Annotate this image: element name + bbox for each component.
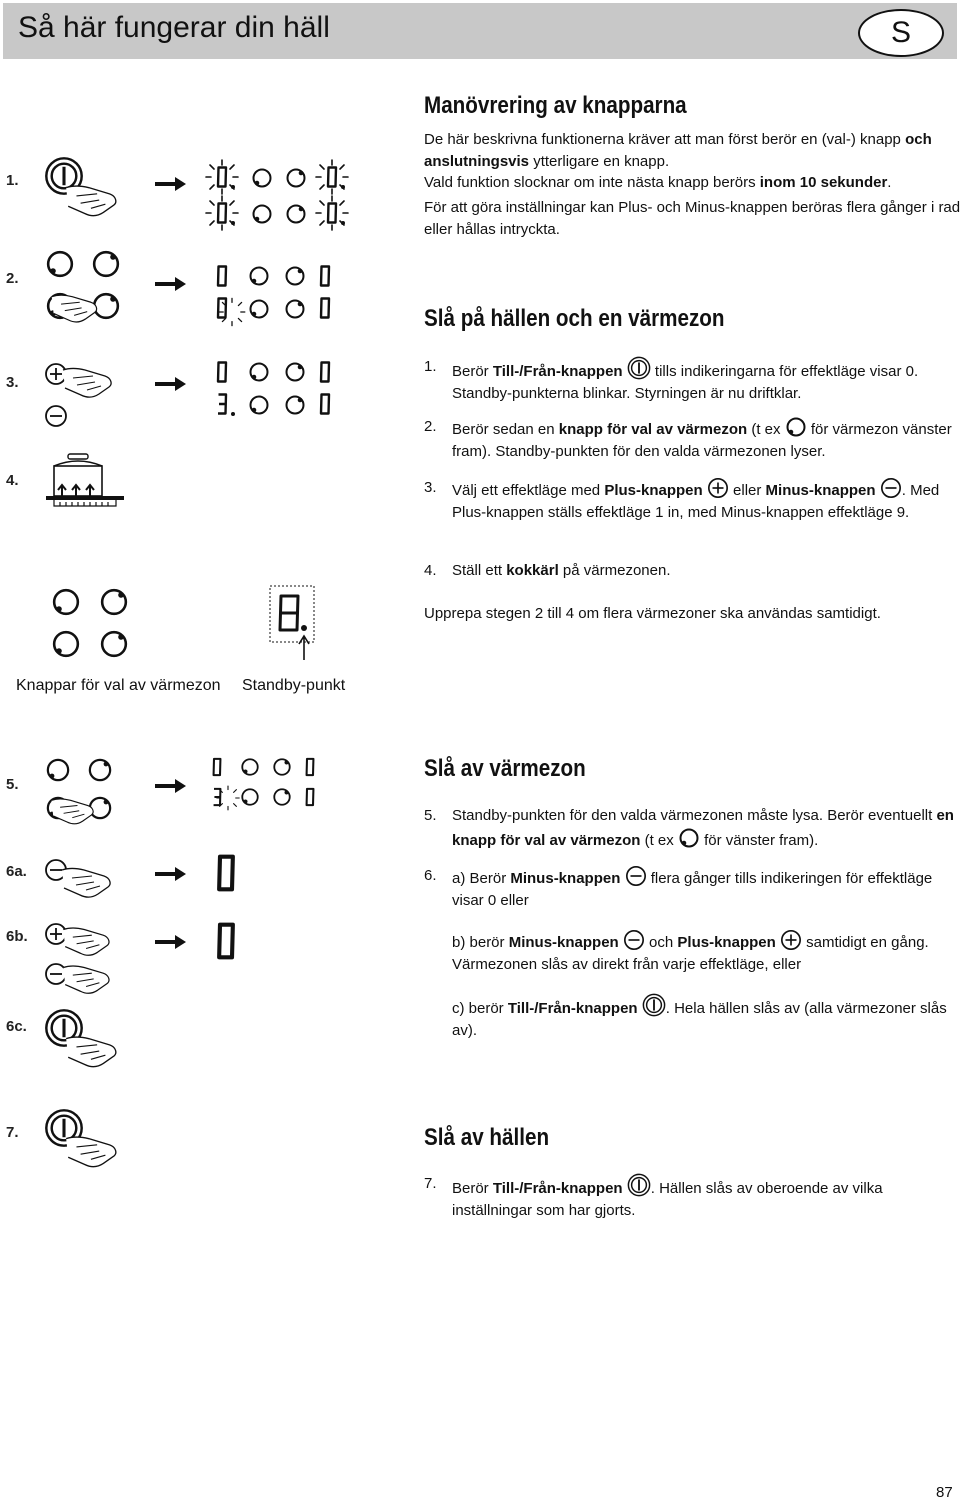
page-title: Så här fungerar din häll [18,11,330,44]
finger-icon [62,176,124,220]
zone-knob-icon [678,827,700,849]
minus-icon [44,404,68,428]
finger-icon [58,860,118,900]
step-6a-text: a) Berör Minus-knappen flera gånger tills indikeringen för effektläge visar 0 eller [452,865,956,911]
step-4-text: Ställ ett kokkärl på värmezonen. [452,562,671,579]
power-icon [627,1173,651,1197]
step-label-6c: 6c. [6,1018,27,1035]
power-icon [642,993,666,1017]
step-3-text: Välj ett effektläge med Plus-knappen eller Minus-knappen . Med Plus-knappen ställs effektläge 1 in, med Minus-knappen effektläge 9. [452,477,956,523]
repeat-note: Upprepa stegen 2 till 4 om flera värmezoner ska användas samtidigt. [424,605,881,622]
finger-icon [62,1128,124,1170]
minus-icon [880,477,902,499]
display-power-level [210,356,340,426]
caption-zone-buttons: Knappar för val av värmezon [16,677,221,694]
display-zone-off [206,754,326,814]
zone-knob-icon [785,416,807,438]
zone-knobs-touch [44,756,124,836]
step-number: 3. [424,479,437,496]
step-7-text: Berör Till-/Från-knappen . Hällen slås av oberoende av vilka inställningar som har gjorts. [452,1173,956,1221]
intro-paragraph-1: De här beskrivna funktionerna kräver att man först berör en (val-) knapp och anslutningsvis ytterligare en knapp. [424,131,932,170]
step-label-5: 5. [6,776,19,793]
intro-paragraph-3: För att göra inställningar kan Plus- och Minus-knappen beröras flera gånger i rad eller hållas intryckta. [424,199,960,238]
display-blinking [200,155,360,235]
minus-icon [623,929,645,951]
step-2-text: Berör sedan en knapp för val av värmezon (t ex för värmezon vänster fram). Standby-punkten för den valda värmezonen lyser. [452,416,956,462]
power-icon [627,356,651,380]
step-number: 2. [424,418,437,435]
pot-icon [44,452,126,516]
step-1-text: Berör Till-/Från-knappen tills indikeringarna för effektläge visar 0. Standby-punkterna blinkar. Styrningen är nu driftklar. [452,356,956,404]
step-number: 7. [424,1175,437,1192]
arrow-icon [155,376,187,392]
step-label-3: 3. [6,374,19,391]
finger-icon [58,958,118,996]
finger-icon [58,360,120,400]
minus-icon [625,865,647,887]
arrow-icon [155,866,187,882]
plus-icon [780,929,802,951]
step-6b-text: b) berör Minus-knappen och Plus-knappen samtidigt en gång. Värmezonen slås av direkt från varje effektläge, eller [452,929,956,975]
arrow-icon [155,276,187,292]
finger-icon [58,920,118,958]
step-number: 6. [424,867,437,884]
arrow-icon [155,934,187,950]
step-5-text: Standby-punkten för den valda värmezonen måste lysa. Berör eventuellt en knapp för val av värmezon (t ex för vänster fram). [452,807,954,849]
display-digit-zero [214,852,240,898]
heading-turn-on: Slå på hällen och en värmezon [424,305,725,332]
standby-dot-display [268,584,318,664]
heading-turn-off-hob: Slå av hällen [424,1124,550,1151]
heading-turn-off-zone: Slå av värmezon [424,755,586,782]
arrow-icon [155,778,187,794]
page-number: 87 [936,1484,953,1501]
finger-icon [62,1028,124,1070]
intro-paragraph-2: Vald funktion slocknar om inte nästa knapp berörs inom 10 sekunder. [424,174,892,191]
step-number: 5. [424,807,437,824]
language-badge: S [858,9,944,57]
step-6c-text: c) berör Till-/Från-knappen . Hela hällen slås av (alla värmezoner slås av). [452,993,956,1041]
zone-knobs-touch [44,250,124,340]
step-label-6a: 6a. [6,863,27,880]
step-label-2: 2. [6,270,19,287]
zone-select-buttons [50,586,132,660]
step-label-7: 7. [6,1124,19,1141]
arrow-icon [155,176,187,192]
step-number: 4. [424,562,437,579]
plus-icon [707,477,729,499]
display-digit-zero [214,920,240,966]
step-label-4: 4. [6,472,19,489]
step-number: 1. [424,358,437,375]
heading-button-operation: Manövrering av knapparna [424,92,687,119]
display-zone-selected [210,260,340,330]
step-label-6b: 6b. [6,928,28,945]
step-label-1: 1. [6,172,19,189]
caption-standby-dot: Standby-punkt [242,677,346,694]
